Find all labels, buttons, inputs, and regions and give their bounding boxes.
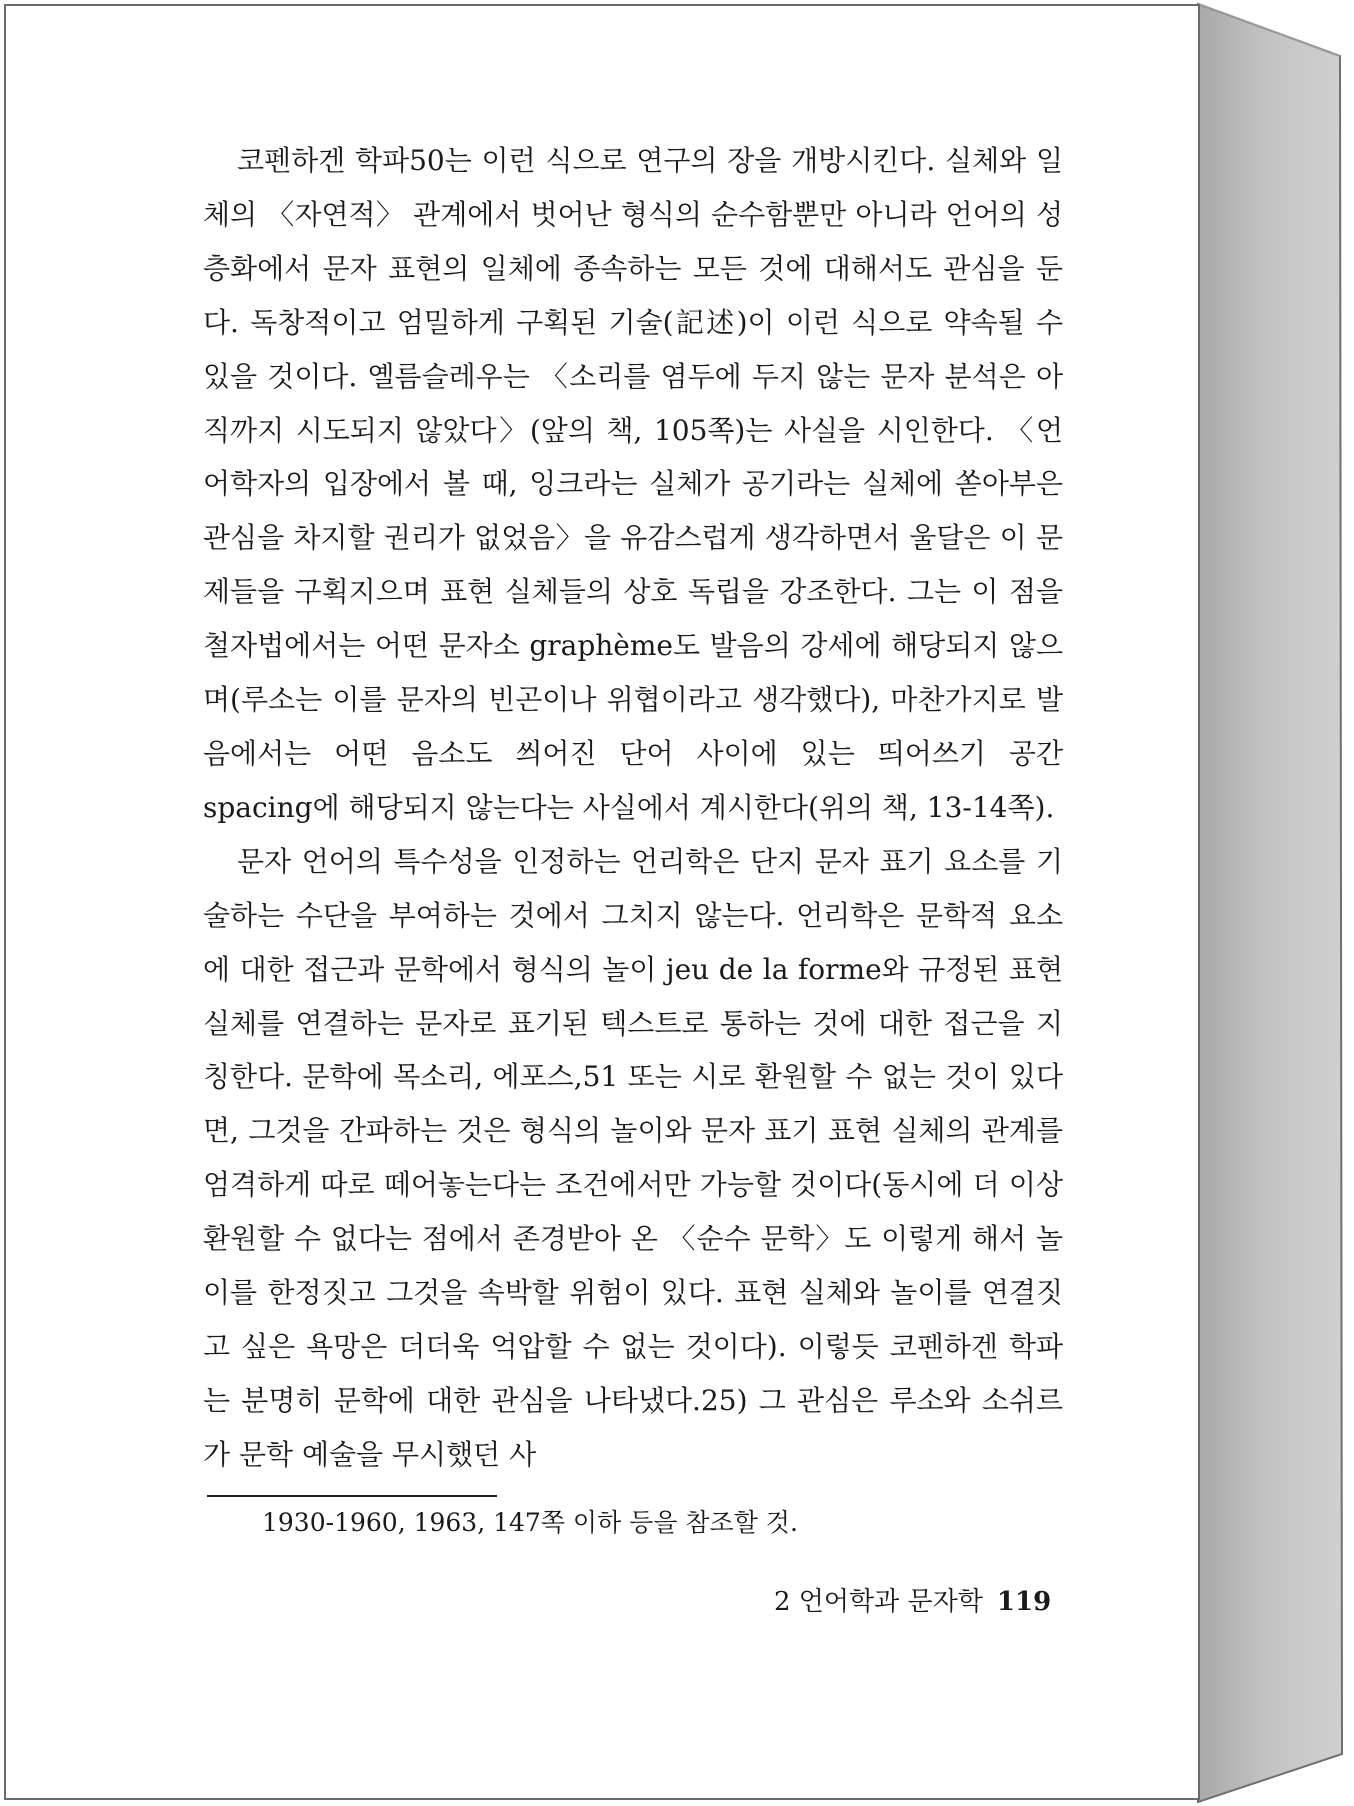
page-number: 119: [996, 1587, 1052, 1617]
body-text: [203, 134, 1063, 1482]
running-footer-chapter: 2 언어학과 문자학: [774, 1587, 983, 1617]
footnote: 1930-1960, 1963, 147쪽 이하 등을 참조할 것.: [262, 1508, 798, 1537]
paragraph: 문자 언어의 특수성을 인정하는 언리학은 단지 문자 표기 요소를 기술하는 수단을 부여하는 것에서 그치지 않는다. 언리학은 문학적 요소에 대한 접근과 문학에서 형식의 놀이 jeu de la forme와 규정된 표현 실체를 연결하는 문자로 표기된 텍스트로 통하는 것에 대한 접근을 지칭한다. 문학에 목소리, 에포스,51 또는 시로 환원할 수 없는 것이 있다면, 그것을 간파하는 것은 형식의 놀이와 문자 표기 표현 실체의 관계를 엄격하게 따로 떼어놓는다는 조건에서만 가능할 것이다(동시에 더 이상 환원할 수 없다는 점에서 존경받아 온 〈순수 문학〉도 이렇게 해서 놀이를 한정짓고 그것을 속박할 위험이 있다. 표현 실체와 놀이를 연결짓고 싶은 욕망은 더더욱 억압할 수 없는 것이다). 이렇듯 코펜하겐 학파는 분명히 문학에 대한 관심을 나타냈다.25) 그 관심은 루소와 소쉬르가 문학 예술을 무시했던 사: [203, 844, 1063, 1471]
footnote-divider: [207, 1495, 497, 1497]
page-footer: [774, 1584, 1051, 1620]
paragraph: 코펜하겐 학파50는 이런 식으로 연구의 장을 개방시킨다. 실체와 일체의 〈자연적〉 관계에서 벗어난 형식의 순수함뿐만 아니라 언어의 성층화에서 문자 표현의 일체에 종속하는 모든 것에 대해서도 관심을 둔다. 독창적이고 엄밀하게 구획된 기술(記述)이 이런 식으로 약속될 수 있을 것이다. 옐름슬레우는 〈소리를 염두에 두지 않는 문자 분석은 아직까지 시도되지 않았다〉(앞의 책, 105쪽)는 사실을 시인한다. 〈언어학자의 입장에서 볼 때, 잉크라는 실체가 공기라는 실체에 쏟아부은 관심을 차지할 권리가 없었음〉을 유감스럽게 생각하면서 울달은 이 문제들을 구획지으며 표현 실체들의 상호 독립을 강조한다. 그는 이 점을 철자법에서는 어떤 문자소 graphème도 발음의 강세에 해당되지 않으며(루소는 이를 문자의 빈곤이나 위협이라고 생각했다), 마찬가지로 발음에서는 어떤 음소도 씌어진 단어 사이에 있는 띄어쓰기 공간 spacing에 해당되지 않는다는 사실에서 계시한다(위의 책, 13-14쪽).: [203, 144, 1063, 824]
